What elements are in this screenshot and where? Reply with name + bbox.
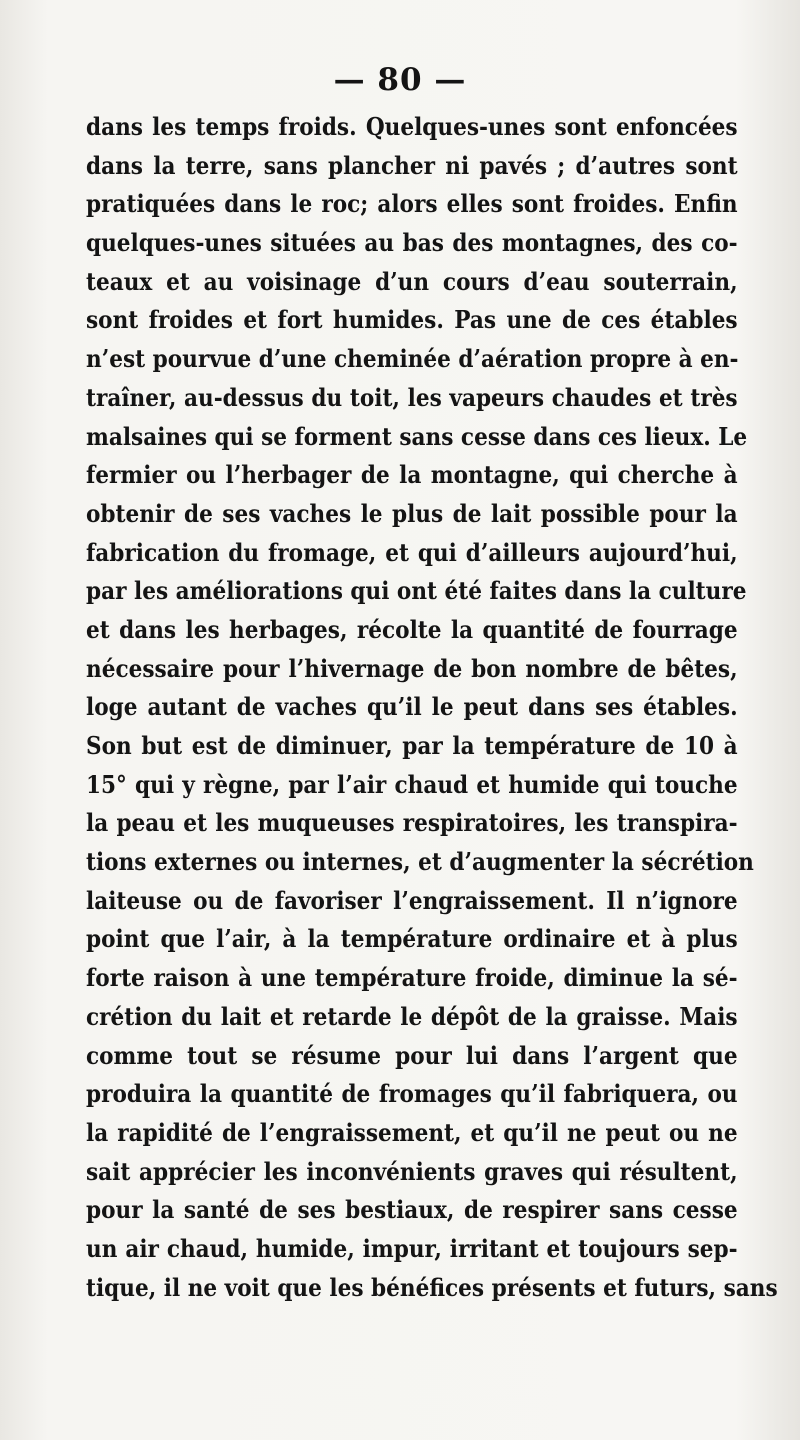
text-line: par les améliorations qui ont été faites dans la culture: [86, 576, 747, 606]
page-body-text: [86, 108, 778, 1307]
text-line: produira la quantité de fromages qu’il fabriquera, ou: [86, 1079, 738, 1109]
text-line: fabrication du fromage, et qui d’ailleurs aujourd’hui,: [86, 537, 738, 567]
text-line: laiteuse ou de favoriser l’engraissement. Il n’ignore: [86, 885, 738, 915]
text-line: traîner, au-dessus du toit, les vapeurs chaudes et très: [86, 382, 738, 412]
text-line: nécessaire pour l’hivernage de bon nombre de bêtes,: [86, 653, 738, 683]
text-line: la peau et les muqueuses respiratoires, les transpira-: [86, 808, 738, 838]
text-line: malsaines qui se forment sans cesse dans ces lieux. Le: [86, 421, 748, 451]
text-line: obtenir de ses vaches le plus de lait possible pour la: [86, 498, 738, 528]
text-line: forte raison à une température froide, diminue la sé-: [86, 963, 738, 993]
text-line: comme tout se résume pour lui dans l’argent que: [86, 1040, 738, 1070]
text-line: sont froides et fort humides. Pas une de ces étables: [86, 305, 738, 335]
text-line: crétion du lait et retarde le dépôt de la graisse. Mais: [86, 1001, 738, 1031]
text-line: quelques-unes situées au bas des montagnes, des co-: [86, 228, 738, 258]
text-line: tions externes ou internes, et d’augmenter la sécrétion: [86, 847, 754, 877]
text-line: loge autant de vaches qu’il le peut dans ses étables.: [86, 692, 738, 722]
text-line: fermier ou l’herbager de la montagne, qui cherche à: [86, 460, 738, 490]
text-line: n’est pourvue d’une cheminée d’aération propre à en-: [86, 344, 739, 374]
text-line: dans les temps froids. Quelques-unes sont enfoncées: [86, 112, 738, 141]
text-line: point que l’air, à la température ordinaire et à plus: [86, 924, 738, 954]
text-line: Son but est de diminuer, par la température de 10 à: [86, 731, 738, 760]
text-line: teaux et au voisinage d’un cours d’eau souterrain,: [86, 266, 738, 296]
text-line: pratiquées dans le roc; alors elles sont froides. Enfin: [86, 189, 738, 219]
text-line: 15° qui y règne, par l’air chaud et humide qui touche: [86, 769, 738, 799]
page-number-header: — 80 —: [333, 62, 467, 98]
text-line: sait apprécier les inconvénients graves qui résultent,: [86, 1156, 738, 1186]
text-line: pour la santé de ses bestiaux, de respirer sans cesse: [86, 1195, 738, 1225]
text-line: tique, il ne voit que les bénéfices présents et futurs, sans: [86, 1272, 778, 1302]
text-line: dans la terre, sans plancher ni pavés ; d’autres sont: [86, 150, 738, 180]
text-line: un air chaud, humide, impur, irritant et toujours sep-: [86, 1233, 738, 1263]
text-line: la rapidité de l’engraissement, et qu’il ne peut ou ne: [86, 1117, 738, 1147]
text-line: et dans les herbages, récolte la quantité de fourrage: [86, 614, 738, 644]
